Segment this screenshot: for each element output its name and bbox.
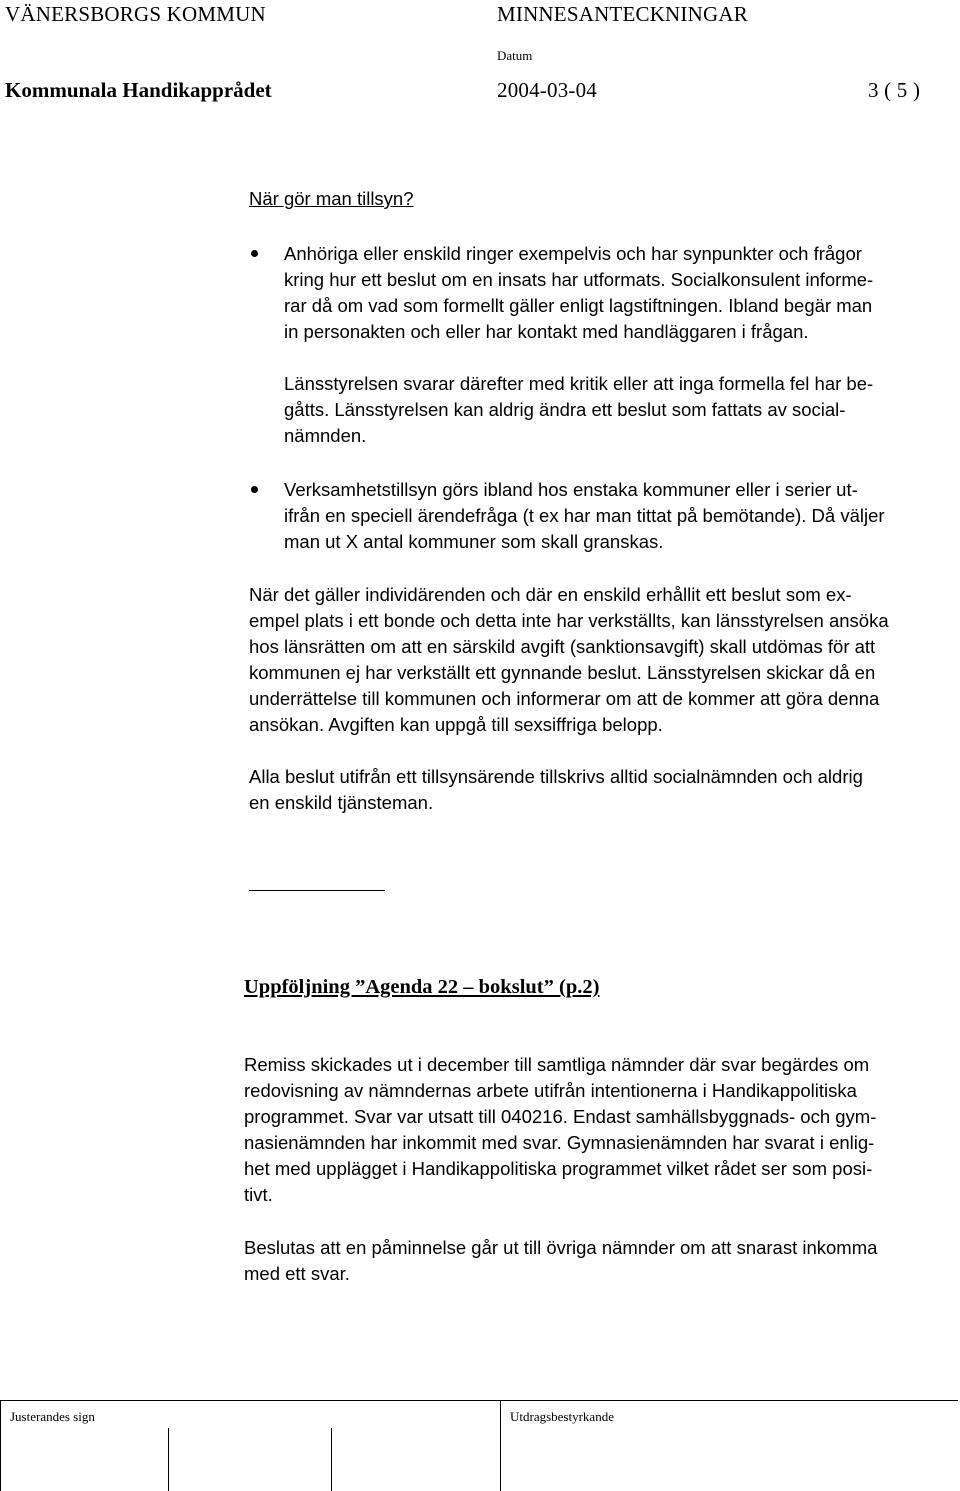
text-line: Verksamhetstillsyn görs ibland hos enstaka kommuner eller i serier ut- — [284, 479, 858, 500]
text-line: Länsstyrelsen svarar därefter med kritik eller att inga formella fel har be- — [284, 373, 874, 394]
text-line: programmet. Svar var utsatt till 040216. Endast samhällsbyggnads- och gym- — [244, 1106, 877, 1127]
bullet-icon — [251, 486, 258, 493]
text-line: med ett svar. — [244, 1263, 350, 1284]
text-line: in personakten och eller har kontakt med handläggaren i frågan. — [284, 321, 809, 342]
text-line: empel plats i ett bonde och detta inte har verkställts, kan länsstyrelsen ansöka — [249, 610, 889, 631]
org-name: VÄNERSBORGS KOMMUN — [5, 2, 266, 26]
justerandes-sign-label: Justerandes sign — [10, 1409, 95, 1424]
text-line: Beslutas att en påminnelse går ut till övriga nämnder om att snarast inkomma — [244, 1237, 878, 1258]
text-line: tivt. — [244, 1184, 273, 1205]
paragraph-beslutas — [244, 1235, 877, 1287]
text-line: ifrån en speciell ärendefråga (t ex har man tittat på bemötande). Då väljer — [284, 505, 885, 526]
paragraph-individarenden — [249, 582, 889, 738]
footer-divider — [500, 1400, 501, 1491]
footer-divider — [0, 1400, 1, 1491]
text-line: Alla beslut utifrån ett tillsynsärende tillskrivs alltid socialnämnden och aldrig — [249, 766, 863, 787]
committee-name: Kommunala Handikapprådet — [5, 78, 272, 102]
paragraph-remiss — [244, 1052, 876, 1208]
section-heading-agenda22: Uppföljning ”Agenda 22 – bokslut” (p.2) — [244, 976, 600, 998]
signature-box-divider — [331, 1428, 332, 1491]
text-line: kring hur ett beslut om en insats har utformats. Socialkonsulent informe- — [284, 269, 874, 290]
footer-rule — [0, 1400, 958, 1401]
utdragsbestyrkande-label: Utdragsbestyrkande — [510, 1409, 614, 1424]
bullet-paragraph-1 — [284, 241, 873, 345]
separator-line — [249, 890, 385, 891]
text-line: hos länsrätten om att en särskild avgift (sanktionsavgift) skall utdömas för att — [249, 636, 876, 657]
text-line: en enskild tjänsteman. — [249, 792, 434, 813]
text-line: kommunen ej har verkställt ett gynnande beslut. Länsstyrelsen skickar då en — [249, 662, 876, 683]
text-line: redovisning av nämndernas arbete utifrån intentionerna i Handikappolitiska — [244, 1080, 857, 1101]
section-heading-tillsyn: När gör man tillsyn? — [249, 188, 414, 209]
text-line: nämnden. — [284, 425, 367, 446]
text-line: Remiss skickades ut i december till samtliga nämnder där svar begärdes om — [244, 1054, 870, 1075]
text-line: gåtts. Länsstyrelsen kan aldrig ändra ett beslut som fattats av social- — [284, 399, 846, 420]
paragraph-alla-beslut — [249, 764, 863, 816]
signature-box-divider — [168, 1428, 169, 1491]
bullet-paragraph-2 — [284, 477, 885, 555]
text-line: När det gäller individärenden och där en enskild erhållit ett beslut som ex- — [249, 584, 852, 605]
text-line: ansökan. Avgiften kan uppgå till sexsiffriga belopp. — [249, 714, 663, 735]
text-line: Anhöriga eller enskild ringer exempelvis och har synpunkter och frågor — [284, 243, 862, 264]
bullet-icon — [251, 250, 258, 257]
page-number: 3 ( 5 ) — [868, 78, 921, 102]
document-type: MINNESANTECKNINGAR — [497, 2, 748, 26]
text-line: het med upplägget i Handikappolitiska programmet vilket rådet ser som posi- — [244, 1158, 873, 1179]
bullet-paragraph-1-continued — [284, 371, 873, 449]
text-line: man ut X antal kommuner som skall granskas. — [284, 531, 664, 552]
meeting-date: 2004-03-04 — [497, 78, 597, 102]
text-line: underrättelse till kommunen och informerar om att de kommer att göra denna — [249, 688, 880, 709]
date-label: Datum — [497, 48, 533, 63]
text-line: nasienämnden har inkommit med svar. Gymnasienämnden har svarat i enlig- — [244, 1132, 875, 1153]
text-line: rar då om vad som formellt gäller enligt lagstiftningen. Ibland begär man — [284, 295, 873, 316]
